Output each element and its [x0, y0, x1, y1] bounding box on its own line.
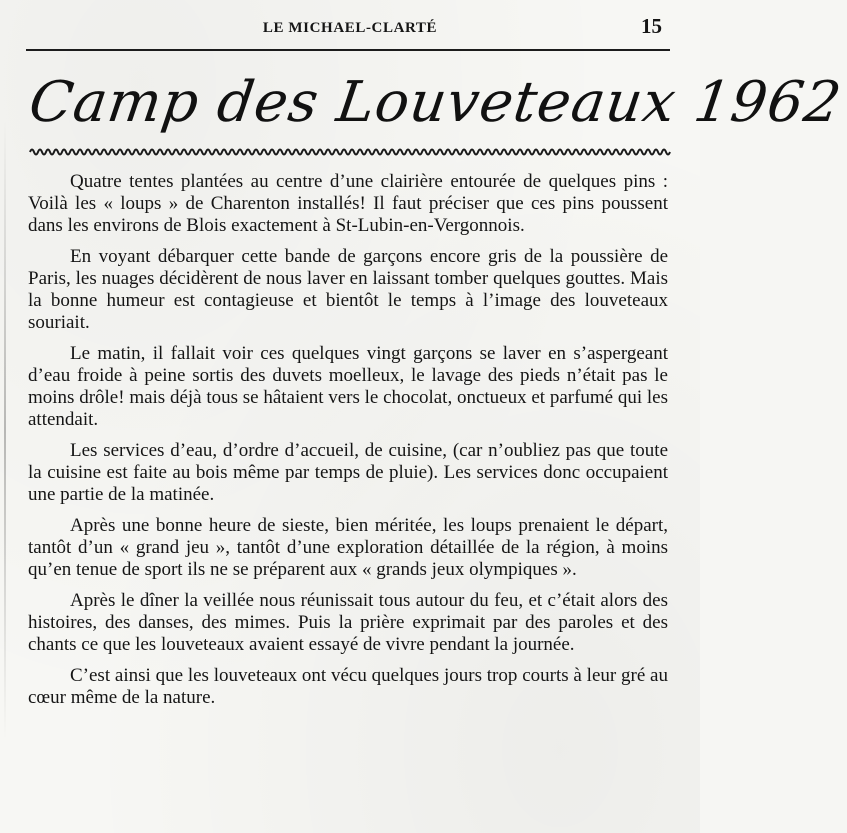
- article-paragraph: Les services d’eau, d’ordre d’accueil, de cuisine, (car n’oubliez pas que toute la cuisine est faite au bois même par temps de pluie). Les services donc occupaient une partie de la matinée.: [28, 440, 668, 505]
- article-paragraph: En voyant débarquer cette bande de garçons encore gris de la poussière de Paris, les nuages décidèrent de nous laver en laissant tomber quelques gouttes. Mais la bonne humeur est contagieuse et bientôt le temps à l’image des louveteaux souriait.: [28, 246, 668, 333]
- article-paragraph: Le matin, il fallait voir ces quelques vingt garçons se laver en s’aspergeant d’eau froide à peine sortis des duvets moelleux, le lavage des pieds n’était pas le moins drôle! mais déjà tous se hâtaient vers le chocolat, onctueux et parfumé qui les attendait.: [28, 343, 668, 430]
- running-header: [0, 14, 700, 40]
- article-paragraph: C’est ainsi que les louveteaux ont vécu quelques jours trop courts à leur gré au cœur même de la nature.: [28, 665, 668, 708]
- header-rule: [26, 49, 670, 51]
- article-body: [28, 171, 668, 718]
- page-number: 15: [641, 14, 662, 38]
- magazine-name: LE MICHAEL-CLARTÉ: [262, 20, 438, 36]
- article-paragraph: Après le dîner la veillée nous réunissait tous autour du feu, et c’était alors des histoires, des danses, des mimes. Puis la prière exprimait par des paroles et des chants ce que les louveteaux avaient essayé de vivre pendant la journée.: [28, 590, 668, 655]
- article-paragraph: Après une bonne heure de sieste, bien méritée, les loups prenaient le départ, tantôt d’un « grand jeu », tantôt d’une exploration détaillée de la région, à moins qu’en tenue de sport ils ne se préparent aux « grands jeux olympiques ».: [28, 515, 668, 580]
- scan-edge-shadow: [4, 120, 6, 740]
- article-title: Camp des Louveteaux 1962: [25, 70, 846, 135]
- article-paragraph: Quatre tentes plantées au centre d’une clairière entourée de quelques pins : Voilà les « loups » de Charenton installés! Il faut préciser que ces pins poussent dans les environs de Blois exactement à St-Lubin-en-Vergonnois.: [28, 171, 668, 236]
- wavy-divider: [30, 145, 670, 159]
